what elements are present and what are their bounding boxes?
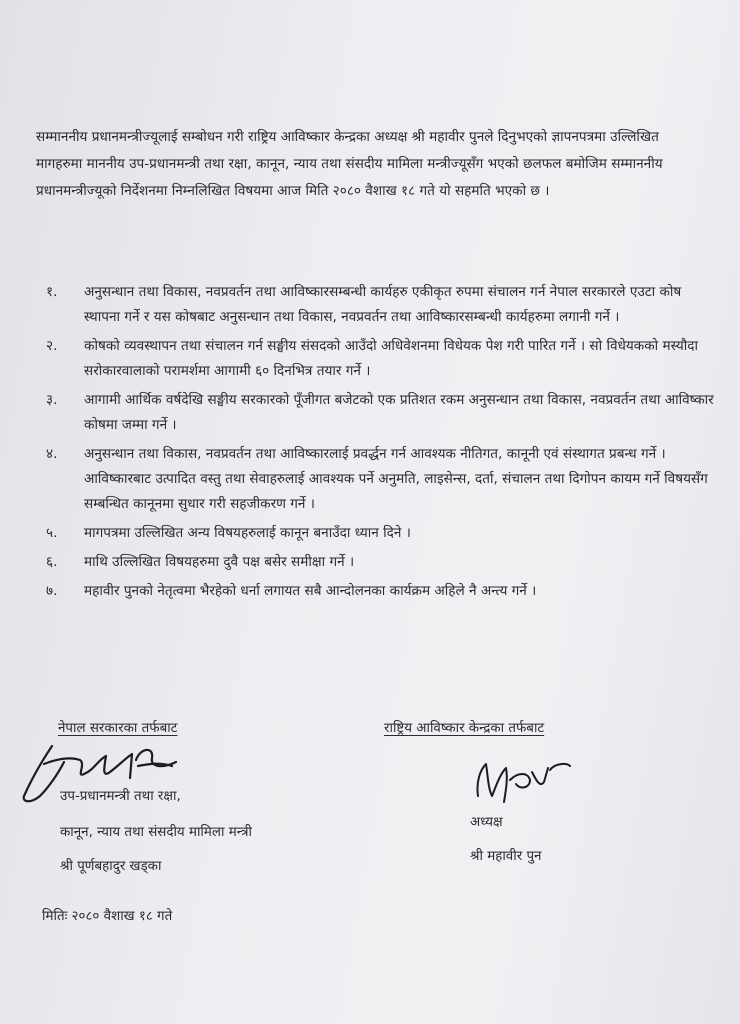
point-number: २. [46, 338, 58, 354]
agreement-point [46, 521, 718, 546]
right-signatory-name: श्री महावीर पुन [470, 849, 542, 864]
agreement-point [46, 388, 718, 438]
point-text: मागपत्रमा उल्लिखित अन्य विषयहरुलाई कानून बनाउँदा ध्यान दिने । [84, 525, 411, 541]
point-number: ३. [46, 392, 58, 408]
point-number: ७. [46, 583, 58, 599]
left-signatory-name: श्री पूर्णबहादुर खड्का [60, 859, 162, 874]
agreement-point [46, 579, 718, 604]
agreement-point [46, 442, 718, 517]
document-date: मितिः २०८० वैशाख १८ गते [42, 909, 173, 924]
point-number: ४. [46, 446, 58, 462]
left-signatory-title-line1: उप-प्रधानमन्त्री तथा रक्षा, [60, 789, 181, 804]
agreement-point [46, 334, 718, 384]
point-text: आगामी आर्थिक वर्षदेखि सङ्घीय सरकारको पूँजीगत बजेटको एक प्रतिशत रकम अनुसन्धान तथा विकास, नवप्रवर्तन तथा आविष्कार कोषमा जम्मा गर्ने । [84, 392, 714, 433]
point-text: अनुसन्धान तथा विकास, नवप्रवर्तन तथा आविष्कारलाई प्रवर्द्धन गर्न आवश्यक नीतिगत, कानूनी एवं संस्थागत प्रबन्ध गर्ने । आविष्कारबाट उत्पादित वस्तु तथा सेवाहरुलाई आवश्यक पर्ने अनुमति, लाइसेन्स, दर्ता, संचालन तथा दिगोपन कायम गर्ने विषयसँग सम्बन्धित कानूनमा सुधार गरी सहजीकरण गर्ने । [84, 446, 708, 512]
right-signature-handwriting [470, 752, 580, 812]
point-text: कोषको व्यवस्थापन तथा संचालन गर्न सङ्घीय संसदको आउँदो अधिवेशनमा विधेयक पेश गरी पारित गर्ने । सो विधेयकको मस्यौदा सरोकारवालाको परामर्शमा आगामी ६० दिनभित्र तयार गर्ने । [84, 338, 699, 379]
left-signatory-title-line2: कानून, न्याय तथा संसदीय मामिला मन्त्री [60, 825, 252, 840]
intro-paragraph: सम्माननीय प्रधानमन्त्रीज्यूलाई सम्बोधन गरी राष्ट्रिय आविष्कार केन्द्रका अध्यक्ष श्री महावीर पुनले दिनुभएको ज्ञापनपत्रमा उल्लिखित मागहरुमा माननीय उप-प्रधानमन्त्री तथा रक्षा, कानून, न्याय तथा संसदीय मामिला मन्त्रीज्यूसँग भएको छलफल बमोजिम सम्माननीय प्रधानमन्त्रीज्यूको निर्देशनमा निम्नलिखित विषयमा आज मिति २०८० वैशाख १८ गते यो सहमति भएको छ । [36, 129, 663, 199]
point-text: माथि उल्लिखित विषयहरुमा दुवै पक्ष बसेर समीक्षा गर्ने । [84, 554, 355, 570]
left-signatory-heading: नेपाल सरकारका तर्फबाट [58, 721, 178, 736]
point-number: ५. [46, 525, 58, 541]
agreement-point [46, 550, 718, 575]
point-number: ६. [46, 554, 58, 570]
point-number: १. [46, 284, 58, 300]
agreement-point [46, 280, 718, 330]
point-text: महावीर पुनको नेतृत्वमा भैरहेको धर्ना लगायत सबै आन्दोलनका कार्यक्रम अहिले नै अन्त्य गर्ने । [84, 583, 537, 599]
point-text: अनुसन्धान तथा विकास, नवप्रवर्तन तथा आविष्कारसम्बन्धी कार्यहरु एकीकृत रुपमा संचालन गर्न नेपाल सरकारले एउटा कोष स्थापना गर्ने र यस कोषबाट अनुसन्धान तथा विकास, नवप्रवर्तन तथा आविष्कारसम्बन्धी कार्यहरुमा लगानी गर्ने । [84, 284, 682, 325]
right-signatory-heading: राष्ट्रिय आविष्कार केन्द्रका तर्फबाट [384, 721, 545, 736]
agreement-points-list [46, 280, 718, 608]
right-signatory-title: अध्यक्ष [470, 815, 503, 830]
